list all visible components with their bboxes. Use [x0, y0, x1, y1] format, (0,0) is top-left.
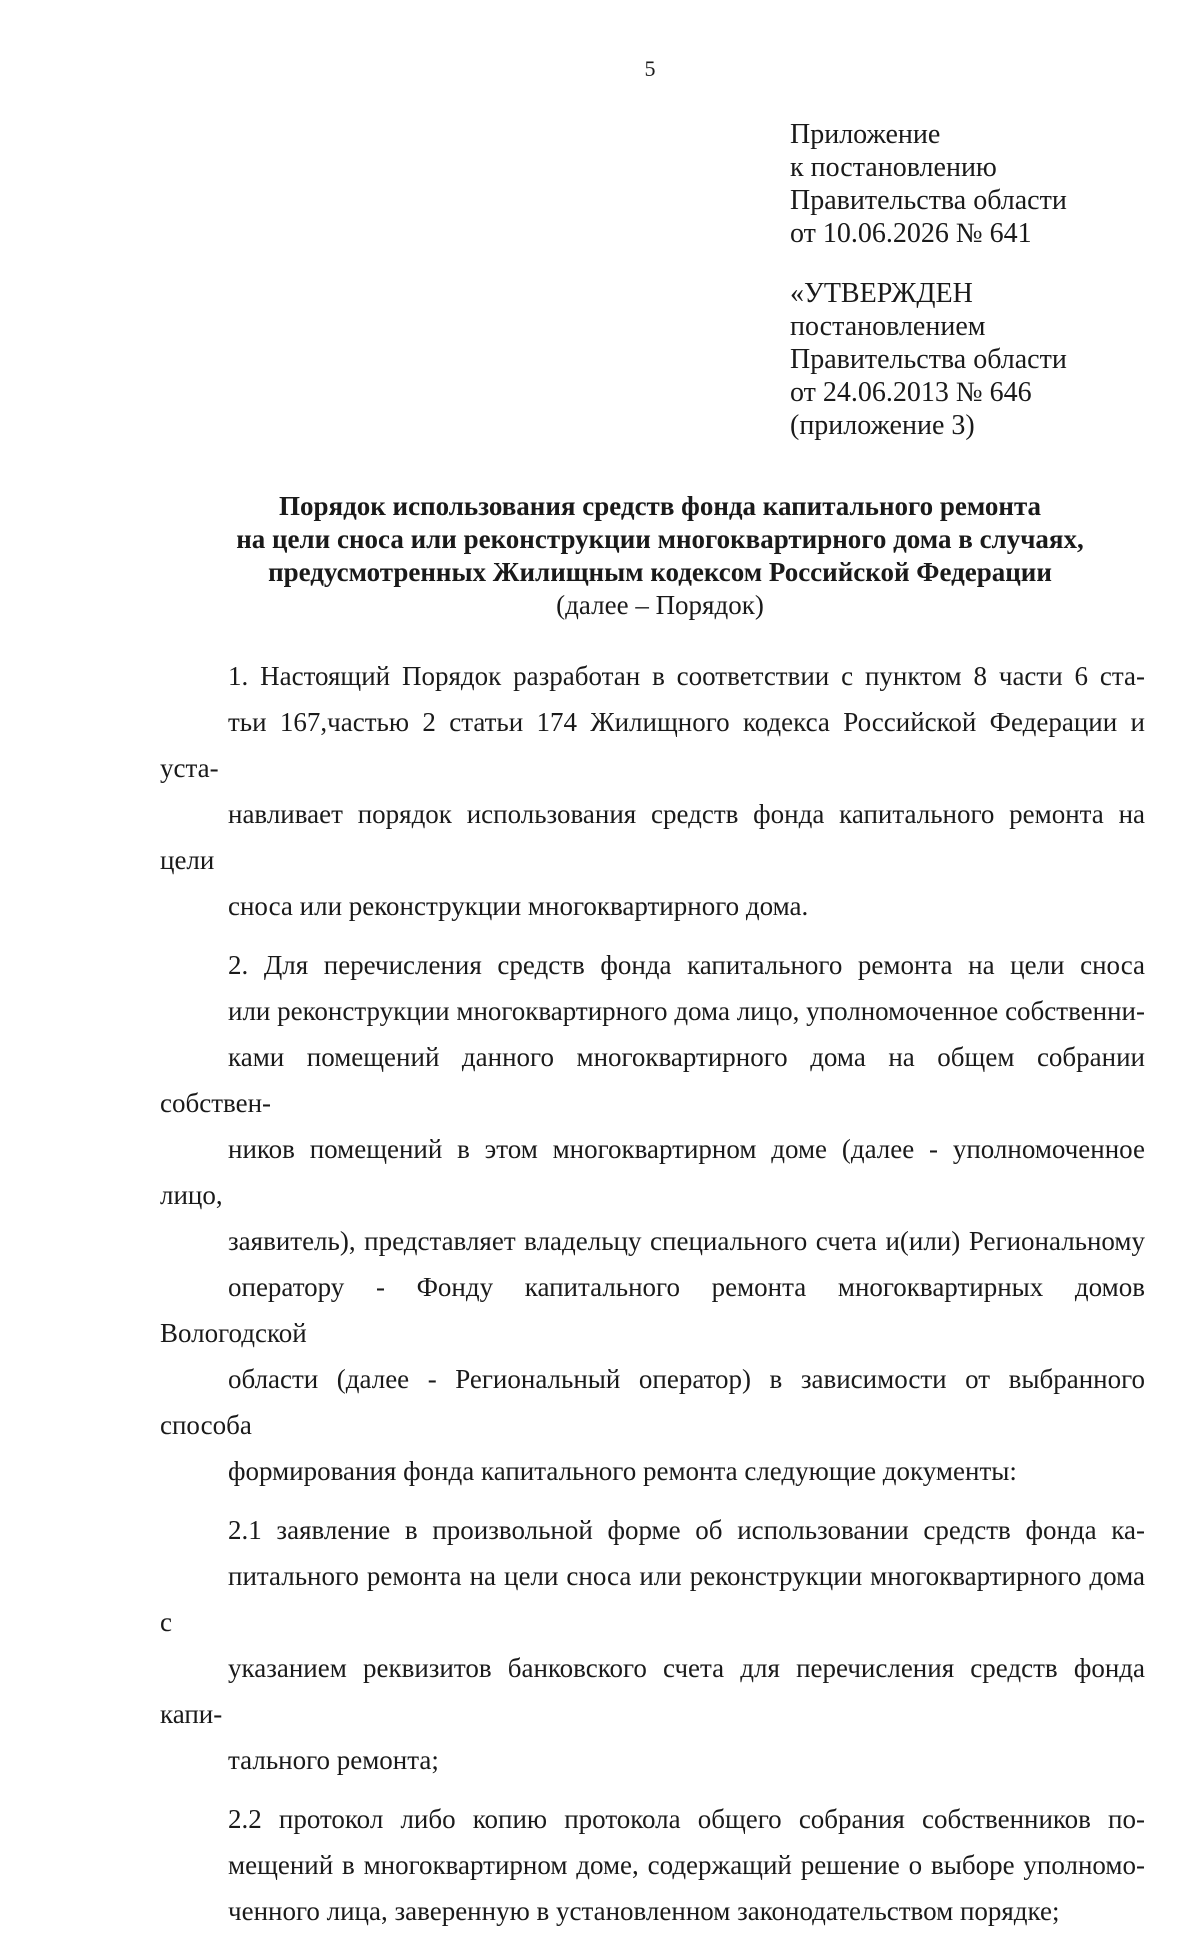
text-line: или реконструкции многоквартирного дома лицо, уполномоченное собственни- — [228, 996, 1145, 1026]
text-line: ками помещений данного многоквартирного дома на общем собрании собствен- — [160, 1042, 1145, 1118]
title-line: предусмотренных Жилищным кодексом Российской Федерации — [268, 557, 1052, 587]
paragraph-2 — [160, 942, 1145, 1494]
text-line: формирования фонда капитального ремонта следующие документы: — [228, 1456, 1017, 1486]
text-line: питального ремонта на цели сноса или реконструкции многоквартирного дома с — [160, 1561, 1145, 1637]
text-line: 1. Настоящий Порядок разработан в соответствии с пунктом 8 части 6 ста- — [228, 661, 1145, 691]
text-line: оператору - Фонду капитального ремонта многоквартирных домов Вологодской — [160, 1272, 1145, 1348]
text-line: указанием реквизитов банковского счета для перечисления средств фонда капи- — [160, 1653, 1145, 1729]
text-line: 2.2 протокол либо копию протокола общего собрания собственников по- — [228, 1804, 1145, 1834]
text-line: 2. Для перечисления средств фонда капитального ремонта на цели сноса — [228, 950, 1145, 980]
text-line: навливает порядок использования средств фонда капитального ремонта на цели — [160, 799, 1145, 875]
approved-line: (приложение 3) — [790, 410, 975, 441]
title-subtitle: (далее – Порядок) — [556, 590, 764, 620]
text-line: мещений в многоквартирном доме, содержащий решение о выборе уполномо- — [228, 1850, 1145, 1880]
paragraph-1 — [160, 653, 1145, 929]
appendix-line: Приложение — [790, 119, 941, 150]
text-line: области (далее - Региональный оператор) в зависимости от выбранного способа — [160, 1364, 1145, 1440]
appendix-line: к постановлению — [790, 152, 997, 183]
approved-line: от 24.06.2013 № 646 — [790, 377, 1032, 408]
document-title — [160, 490, 1160, 622]
approved-line: «УТВЕРЖДЕН — [790, 278, 973, 309]
approved-line: постановлением — [790, 311, 986, 342]
paragraph-2-2 — [160, 1796, 1145, 1934]
text-line: ченного лица, заверенную в установленном законодательством порядке; — [228, 1896, 1060, 1926]
appendix-line: Правительства области — [790, 185, 1067, 216]
text-line: тьи 167,частью 2 статьи 174 Жилищного кодекса Российской Федерации и уста- — [160, 707, 1145, 783]
text-line: 2.1 заявление в произвольной форме об использовании средств фонда ка- — [228, 1515, 1145, 1545]
title-line: на цели сноса или реконструкции многоквартирного дома в случаях, — [236, 524, 1084, 554]
text-line: ников помещений в этом многоквартирном доме (далее - уполномоченное лицо, — [160, 1134, 1145, 1210]
title-line: Порядок использования средств фонда капитального ремонта — [278, 491, 1042, 521]
document-body — [160, 653, 1145, 1947]
appendix-block — [790, 118, 1067, 250]
paragraph-2-1 — [160, 1507, 1145, 1783]
page-number: 5 — [644, 56, 656, 81]
approved-line: Правительства области — [790, 344, 1067, 375]
text-line: сноса или реконструкции многоквартирного дома. — [228, 891, 809, 921]
text-line: заявитель), представляет владельцу специального счета и(или) Региональному — [228, 1226, 1145, 1256]
text-line: тального ремонта; — [228, 1745, 439, 1775]
appendix-line: от 10.06.2026 № 641 — [790, 218, 1032, 249]
approved-block — [790, 277, 1067, 442]
